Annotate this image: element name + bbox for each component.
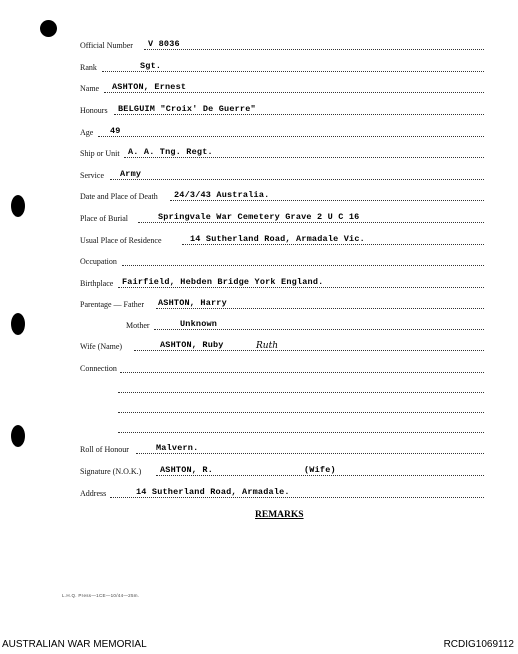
residence-line	[182, 244, 484, 245]
death-value: 24/3/43 Australia.	[174, 190, 270, 200]
death-row	[0, 188, 518, 202]
death-line	[170, 200, 484, 201]
mother-line	[154, 329, 484, 330]
wife-row	[0, 338, 518, 352]
burial-row	[0, 210, 518, 224]
official-number-label: Official Number	[80, 41, 133, 50]
signature-value: ASHTON, R.	[160, 465, 214, 475]
signature-row	[0, 463, 518, 477]
signature-line	[156, 475, 484, 476]
address-label: Address	[80, 489, 107, 498]
honours-label: Honours	[80, 106, 108, 115]
father-row	[0, 296, 518, 310]
wife-line	[134, 350, 484, 351]
birthplace-row	[0, 275, 518, 289]
footer-institution: AUSTRALIAN WAR MEMORIAL	[2, 639, 147, 650]
signature-relation: (Wife)	[304, 465, 336, 475]
age-value: 49	[110, 126, 121, 136]
rank-line	[102, 71, 484, 72]
connection-extra-row-2	[0, 400, 518, 414]
connection-line	[120, 372, 484, 373]
printer-imprint: L.H.Q. Press—1CE—10/44—25m.	[62, 593, 140, 598]
archive-footer	[0, 636, 518, 654]
name-label: Name	[80, 84, 100, 93]
official-number-row	[0, 37, 518, 51]
age-row	[0, 124, 518, 138]
service-row	[0, 167, 518, 181]
burial-value: Springvale War Cemetery Grave 2 U C 16	[158, 212, 360, 222]
wife-handwritten-name: Ruth	[256, 341, 278, 351]
rank-label: Rank	[80, 63, 97, 72]
connection-extra-line-1	[118, 392, 484, 393]
name-line	[104, 92, 484, 93]
service-line	[110, 179, 484, 180]
wife-value: ASHTON, Ruby	[160, 340, 224, 350]
ship-or-unit-label: Ship or Unit	[80, 149, 120, 158]
connection-extra-line-3	[118, 432, 484, 433]
death-label: Date and Place of Death	[80, 192, 158, 201]
service-value: Army	[120, 169, 142, 179]
connection-extra-row-3	[0, 420, 518, 434]
ship-or-unit-value: A. A. Tng. Regt.	[128, 147, 213, 157]
address-value: 14 Sutherland Road, Armadale.	[136, 487, 290, 497]
punch-hole-top	[40, 20, 57, 37]
occupation-label: Occupation	[80, 257, 117, 266]
address-line	[110, 497, 484, 498]
connection-row	[0, 360, 518, 374]
wife-label: Wife (Name)	[80, 342, 123, 351]
mother-label: Mother	[126, 321, 150, 330]
honours-value: BELGUIM "Croix' De Guerre"	[118, 104, 256, 114]
birthplace-value: Fairfield, Hebden Bridge York England.	[122, 277, 324, 287]
residence-row	[0, 232, 518, 246]
ship-or-unit-row	[0, 145, 518, 159]
honours-row	[0, 102, 518, 116]
footer-record-id: RCDIG1069112	[443, 639, 514, 650]
age-label: Age	[80, 128, 94, 137]
roll-of-honour-value: Malvern.	[156, 443, 199, 453]
name-row	[0, 80, 518, 94]
birthplace-label: Birthplace	[80, 279, 114, 288]
name-value: ASHTON, Ernest	[112, 82, 187, 92]
mother-row	[0, 317, 518, 331]
rank-value: Sgt.	[140, 61, 162, 71]
signature-label: Signature (N.O.K.)	[80, 467, 142, 476]
roll-of-honour-label: Roll of Honour	[80, 445, 129, 454]
father-line	[156, 308, 484, 309]
connection-label: Connection	[80, 364, 117, 373]
connection-extra-row-1	[0, 380, 518, 394]
remarks-heading: REMARKS	[255, 510, 304, 520]
occupation-line	[122, 265, 484, 266]
age-line	[98, 136, 484, 137]
burial-label: Place of Burial	[80, 214, 128, 223]
residence-value: 14 Sutherland Road, Armadale Vic.	[190, 234, 365, 244]
official-number-value: V 8036	[148, 39, 180, 49]
service-label: Service	[80, 171, 104, 180]
birthplace-line	[118, 287, 484, 288]
ship-or-unit-line	[124, 157, 484, 158]
roll-of-honour-row	[0, 441, 518, 455]
honours-line	[114, 114, 484, 115]
father-value: ASHTON, Harry	[158, 298, 227, 308]
official-number-line	[144, 49, 484, 50]
rank-row	[0, 59, 518, 73]
burial-line	[138, 222, 484, 223]
residence-label: Usual Place of Residence	[80, 236, 162, 245]
occupation-row	[0, 253, 518, 267]
mother-value: Unknown	[180, 319, 218, 329]
roll-of-honour-line	[136, 453, 484, 454]
address-row	[0, 485, 518, 499]
connection-extra-line-2	[118, 412, 484, 413]
father-label: Parentage — Father	[80, 300, 144, 309]
